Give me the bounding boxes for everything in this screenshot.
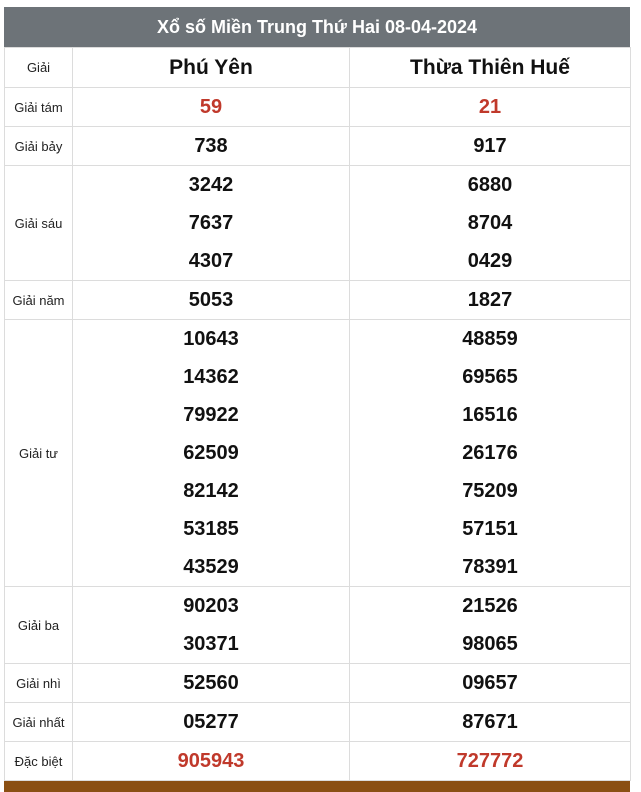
result-number: 0429 xyxy=(467,250,513,272)
footer-bar xyxy=(4,781,630,792)
phu-yen-results xyxy=(73,320,350,587)
phu-yen-results xyxy=(73,88,350,127)
thua-thien-hue-results xyxy=(350,127,631,166)
result-number: 90203 xyxy=(183,595,239,617)
phu-yen-results xyxy=(73,127,350,166)
result-number: 52560 xyxy=(183,672,239,694)
prize-label: Giải sáu xyxy=(5,166,73,281)
result-number: 05277 xyxy=(183,711,239,733)
result-number: 14362 xyxy=(183,366,239,388)
phu-yen-results xyxy=(73,742,350,781)
result-number: 7637 xyxy=(188,212,234,234)
result-number: 727772 xyxy=(456,750,524,772)
result-number: 8704 xyxy=(467,212,513,234)
prize-row xyxy=(5,166,631,281)
prize-row xyxy=(5,320,631,587)
result-number: 3242 xyxy=(188,174,234,196)
result-number: 16516 xyxy=(462,404,518,426)
result-number: 78391 xyxy=(462,556,518,578)
prize-row xyxy=(5,88,631,127)
result-number: 87671 xyxy=(462,711,518,733)
prize-label: Giải nhì xyxy=(5,664,73,703)
result-number: 4307 xyxy=(188,250,234,272)
result-number: 79922 xyxy=(183,404,239,426)
result-number: 59 xyxy=(199,96,223,118)
prize-label: Giải nhất xyxy=(5,703,73,742)
phu-yen-results xyxy=(73,166,350,281)
prize-row xyxy=(5,587,631,664)
thua-thien-hue-results xyxy=(350,587,631,664)
phu-yen-results xyxy=(73,281,350,320)
result-number: 62509 xyxy=(183,442,239,464)
prize-label: Giải bảy xyxy=(5,127,73,166)
result-number: 21526 xyxy=(462,595,518,617)
province-header-thua-thien-hue: Thừa Thiên Huế xyxy=(350,48,631,88)
result-number: 69565 xyxy=(462,366,518,388)
header-row xyxy=(5,48,631,88)
result-number: 48859 xyxy=(462,328,518,350)
phu-yen-results xyxy=(73,703,350,742)
result-number: 6880 xyxy=(467,174,513,196)
page-title: Xổ số Miền Trung Thứ Hai 08-04-2024 xyxy=(4,7,630,47)
result-number: 98065 xyxy=(462,633,518,655)
phu-yen-results xyxy=(73,587,350,664)
prize-row xyxy=(5,664,631,703)
result-number: 905943 xyxy=(177,750,245,772)
result-number: 738 xyxy=(194,135,228,157)
result-number: 917 xyxy=(473,135,507,157)
province-header-phu-yen: Phú Yên xyxy=(73,48,350,88)
prize-label: Đặc biệt xyxy=(5,742,73,781)
result-number: 43529 xyxy=(183,556,239,578)
result-number: 57151 xyxy=(462,518,518,540)
prize-label: Giải tư xyxy=(5,320,73,587)
prize-label: Giải ba xyxy=(5,587,73,664)
thua-thien-hue-results xyxy=(350,320,631,587)
result-number: 30371 xyxy=(183,633,239,655)
result-number: 5053 xyxy=(188,289,234,311)
prize-row xyxy=(5,703,631,742)
phu-yen-results xyxy=(73,664,350,703)
result-number: 21 xyxy=(478,96,502,118)
prize-row xyxy=(5,127,631,166)
result-number: 75209 xyxy=(462,480,518,502)
results-table xyxy=(4,47,631,781)
prize-row xyxy=(5,742,631,781)
thua-thien-hue-results xyxy=(350,703,631,742)
thua-thien-hue-results xyxy=(350,88,631,127)
thua-thien-hue-results xyxy=(350,166,631,281)
result-number: 09657 xyxy=(462,672,518,694)
result-number: 26176 xyxy=(462,442,518,464)
prize-label: Giải năm xyxy=(5,281,73,320)
result-number: 53185 xyxy=(183,518,239,540)
prize-column-header: Giải xyxy=(5,48,73,88)
result-number: 82142 xyxy=(183,480,239,502)
prize-row xyxy=(5,281,631,320)
thua-thien-hue-results xyxy=(350,281,631,320)
result-number: 10643 xyxy=(183,328,239,350)
thua-thien-hue-results xyxy=(350,742,631,781)
prize-label: Giải tám xyxy=(5,88,73,127)
results-panel xyxy=(4,7,630,781)
result-number: 1827 xyxy=(467,289,513,311)
thua-thien-hue-results xyxy=(350,664,631,703)
